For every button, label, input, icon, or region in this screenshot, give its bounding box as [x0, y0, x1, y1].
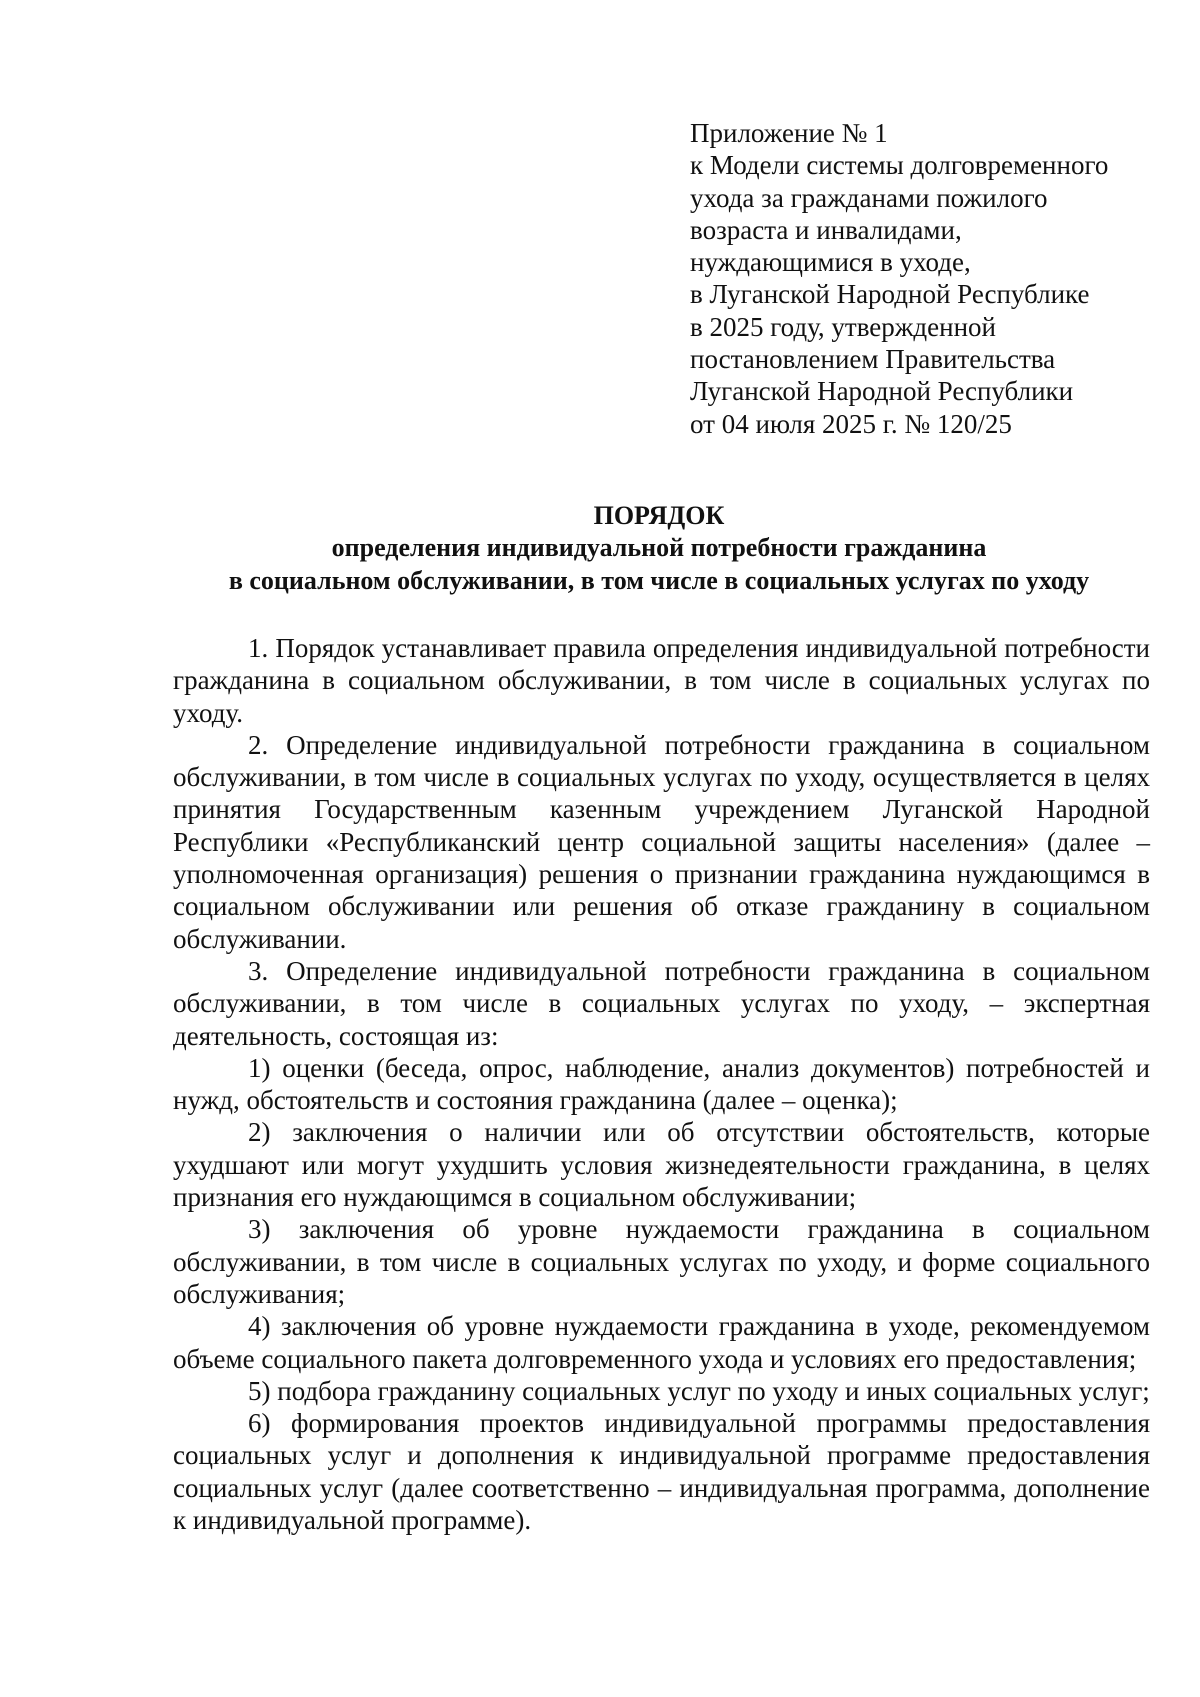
appendix-line: к Модели системы долговременного: [690, 150, 1109, 181]
appendix-line: возраста и инвалидами,: [690, 214, 962, 245]
appendix-line: постановлением Правительства: [690, 344, 1056, 375]
subitem-6: 6) формирования проектов индивидуальной программы предоставления социальных услуг и дополнения к индивидуальной программе предоставления социальных услуг (далее соответственно – индивидуальная программа, дополнение к индивидуальной программе).: [173, 1408, 1150, 1536]
document-title: ПОРЯДОК: [593, 501, 725, 530]
document-subtitle-line: в социальном обслуживании, в том числе в социальных услугах по уходу: [228, 565, 1090, 595]
subitem-3: 3) заключения об уровне нуждаемости гражданина в социальном обслуживании, в том числе в социальных услугах по уходу, и форме социального обслуживания;: [173, 1214, 1150, 1309]
subitem-4: 4) заключения об уровне нуждаемости гражданина в уходе, рекомендуемом объеме социального пакета долговременного ухода и условиях его предоставления;: [173, 1311, 1150, 1374]
subitem-1: 1) оценки (беседа, опрос, наблюдение, анализ документов) потребностей и нужд, обстоятельств и состояния гражданина (далее – оценка);: [173, 1052, 1150, 1116]
appendix-line: в Луганской Народной Республике: [690, 279, 1090, 310]
appendix-line: в 2025 году, утвержденной: [690, 311, 997, 342]
appendix-line: нуждающимися в уходе,: [690, 247, 971, 278]
appendix-reference-block: [690, 117, 1160, 440]
appendix-line: от 04 июля 2025 г. № 120/25: [690, 408, 1012, 439]
appendix-line: Приложение № 1: [690, 118, 888, 148]
document-title-block: [168, 500, 1150, 597]
appendix-line: Луганской Народной Республики: [690, 376, 1074, 407]
paragraph-item-3: 3. Определение индивидуальной потребности гражданина в социальном обслуживании, в том числе в социальных услугах по уходу, – экспертная деятельность, состоящая из:: [173, 955, 1150, 1051]
paragraph-item-1: 1. Порядок устанавливает правила определения индивидуальной потребности гражданина в социальном обслуживании, в том числе в социальных услугах по уходу.: [173, 633, 1150, 728]
subitem-5: 5) подбора гражданину социальных услуг по уходу и иных социальных услуг;: [248, 1375, 1150, 1406]
paragraph-item-2: 2. Определение индивидуальной потребности гражданина в социальном обслуживании, в том числе в социальных услугах по уходу, осуществляется в целях принятия Государственным казенным учреждением Луганской Народной Республики «Республиканский центр социальной защиты населения» (далее – уполномоченная организация) решения о признании гражданина нуждающимся в социальном обслуживании или решения об отказе гражданину в социальном обслуживании.: [173, 729, 1150, 954]
document-body: [173, 632, 1150, 1536]
subitem-2: 2) заключения о наличии или об отсутствии обстоятельств, которые ухудшают или могут ухудшить условия жизнедеятельности гражданина, в целях признания его нуждающимся в социальном обслуживании;: [173, 1117, 1150, 1213]
appendix-line: ухода за гражданами пожилого: [690, 182, 1048, 213]
document-subtitle-line: определения индивидуальной потребности гражданина: [331, 533, 987, 563]
